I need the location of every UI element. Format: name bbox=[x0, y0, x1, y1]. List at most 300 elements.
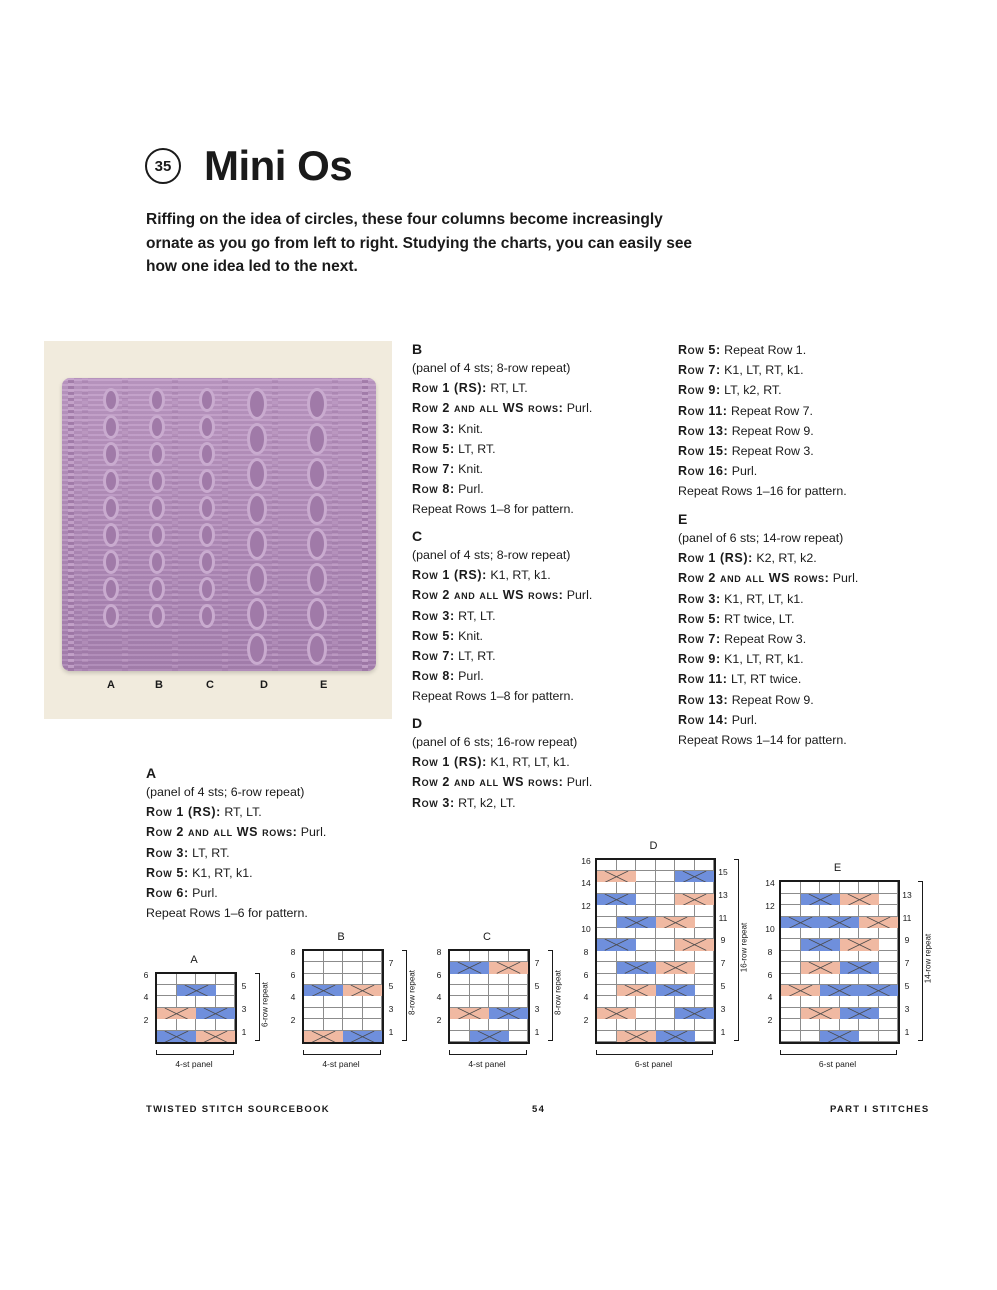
chart-cell bbox=[343, 962, 363, 973]
twist-cross-lines bbox=[489, 962, 528, 973]
chart-cell bbox=[470, 985, 490, 996]
chart-cell bbox=[177, 974, 197, 985]
row-label: Row 5: bbox=[678, 611, 721, 626]
chart-cell bbox=[363, 1008, 383, 1019]
cable-loop bbox=[103, 469, 119, 493]
right-twist-symbol bbox=[597, 894, 636, 905]
row-text: LT, RT. bbox=[458, 649, 496, 664]
chart-cell bbox=[636, 996, 656, 1007]
instruction-row bbox=[146, 822, 396, 842]
chart-d-grid bbox=[595, 858, 716, 1044]
left-twist-symbol bbox=[801, 1008, 840, 1019]
chart-cell bbox=[450, 996, 470, 1007]
cable-loop bbox=[199, 442, 215, 466]
swatch-cable-column bbox=[306, 388, 328, 661]
pattern-heading: A bbox=[146, 765, 157, 781]
chart-cell bbox=[695, 951, 715, 962]
twist-cross-lines bbox=[801, 1008, 840, 1019]
chart-cell bbox=[324, 962, 344, 973]
twist-cross-lines bbox=[656, 985, 695, 996]
row-text: K1, LT, RT, k1. bbox=[724, 363, 804, 378]
row-text: Purl. bbox=[731, 464, 758, 479]
twist-cross-lines bbox=[840, 939, 879, 950]
chart-e-grid bbox=[779, 880, 900, 1044]
pattern-repeat-note: Repeat Rows 1–14 for pattern. bbox=[678, 733, 847, 748]
row-text: Knit. bbox=[458, 421, 483, 436]
instruction-row bbox=[412, 752, 662, 772]
chart-cell bbox=[363, 1019, 383, 1030]
row-label: Row 3: bbox=[412, 795, 455, 810]
chart-cell bbox=[617, 905, 637, 916]
chart-cell bbox=[509, 996, 529, 1007]
page-title: Mini Os bbox=[204, 142, 353, 189]
chart-cell bbox=[324, 951, 344, 962]
twist-cross-lines bbox=[801, 962, 840, 973]
chart-cell bbox=[801, 882, 821, 893]
panel-width-bracket bbox=[596, 1050, 713, 1055]
row-label: Row 7: bbox=[678, 632, 721, 647]
chart-cell bbox=[781, 928, 801, 939]
row-label: Row 7: bbox=[678, 363, 721, 378]
row-label: Row 1 (RS): bbox=[412, 381, 487, 396]
chart-cell bbox=[196, 1019, 216, 1030]
cable-loop bbox=[103, 388, 119, 412]
chart-cell bbox=[801, 1019, 821, 1030]
instruction-row bbox=[412, 398, 662, 418]
row-number-left: 14 bbox=[765, 878, 775, 889]
row-text: LT, k2, RT. bbox=[724, 383, 782, 398]
row-text: LT, RT. bbox=[192, 845, 230, 860]
row-label: Row 5: bbox=[412, 441, 455, 456]
chart-cell bbox=[820, 996, 840, 1007]
row-number-left: 8 bbox=[436, 946, 442, 957]
chart-cell bbox=[820, 1019, 840, 1030]
chart-cell bbox=[216, 974, 236, 985]
chart-cell bbox=[470, 996, 490, 1007]
pattern-number: 35 bbox=[154, 157, 172, 175]
row-number-right: 5 bbox=[534, 981, 540, 991]
instruction-row bbox=[678, 340, 928, 360]
cable-loop bbox=[247, 388, 267, 420]
row-number-left: 12 bbox=[765, 901, 775, 912]
chart-cell bbox=[656, 974, 676, 985]
cable-loop bbox=[149, 496, 165, 520]
twist-cross-lines bbox=[801, 939, 840, 950]
row-repeat-label: 6-row repeat bbox=[260, 981, 270, 1027]
chart-cell bbox=[157, 974, 177, 985]
cable-loop bbox=[247, 458, 267, 490]
row-text: Repeat Row 1. bbox=[724, 343, 807, 357]
row-label: Row 1 (RS): bbox=[678, 551, 753, 566]
cable-loop bbox=[149, 550, 165, 574]
row-text: K1, LT, RT, k1. bbox=[724, 652, 804, 667]
instruction-row bbox=[678, 589, 928, 609]
row-number-right: 11 bbox=[718, 912, 728, 923]
chart-cell bbox=[859, 951, 879, 962]
chart-cell bbox=[343, 951, 363, 962]
footer-page-number: 54 bbox=[532, 1104, 546, 1115]
row-label: Row 11: bbox=[678, 672, 728, 687]
pattern-c-instructions bbox=[412, 527, 662, 707]
cable-loop bbox=[199, 388, 215, 412]
chart-cell bbox=[781, 939, 801, 950]
left-twist-symbol bbox=[597, 871, 636, 882]
chart-c-title: C bbox=[483, 930, 491, 943]
instruction-row bbox=[678, 690, 928, 710]
instruction-row bbox=[678, 669, 928, 689]
chart-cell bbox=[597, 928, 617, 939]
cable-loop bbox=[149, 604, 165, 628]
chart-cell bbox=[801, 951, 821, 962]
chart-cell bbox=[879, 1008, 899, 1019]
row-number-left: 10 bbox=[581, 924, 591, 934]
right-twist-symbol bbox=[675, 871, 714, 882]
chart-cell bbox=[343, 996, 363, 1007]
chart-cell bbox=[636, 974, 656, 985]
chart-cell bbox=[859, 928, 879, 939]
chart-cell bbox=[617, 1019, 637, 1030]
chart-cell bbox=[636, 1019, 656, 1030]
cable-loop bbox=[149, 415, 165, 439]
cable-loop bbox=[199, 577, 215, 601]
chart-cell bbox=[489, 985, 509, 996]
chart-a-title: A bbox=[190, 953, 198, 966]
twist-cross-lines bbox=[597, 939, 636, 950]
chart-cell bbox=[304, 1019, 324, 1030]
row-number-left: 4 bbox=[436, 992, 442, 1003]
twist-cross-lines bbox=[840, 962, 879, 973]
panel-width-label: 4-st panel bbox=[468, 1059, 506, 1069]
pattern-a-instructions bbox=[146, 764, 396, 923]
instruction-row bbox=[678, 710, 928, 730]
pattern-b-instructions bbox=[412, 340, 662, 520]
chart-cell bbox=[675, 928, 695, 939]
pattern-subheading: (panel of 4 sts; 6-row repeat) bbox=[146, 785, 305, 799]
chart-cell bbox=[450, 1031, 470, 1042]
chart-cell bbox=[177, 1019, 197, 1030]
row-text: Repeat Row 3. bbox=[724, 632, 807, 647]
row-label: Row 13: bbox=[678, 692, 729, 707]
chart-cell bbox=[597, 974, 617, 985]
right-twist-symbol bbox=[617, 962, 656, 973]
row-text: Purl. bbox=[300, 825, 327, 840]
row-number-right: 11 bbox=[902, 912, 912, 923]
chart-cell bbox=[597, 917, 617, 928]
row-label: Row 6: bbox=[146, 886, 189, 901]
left-twist-symbol bbox=[196, 1031, 235, 1042]
chart-cell bbox=[675, 882, 695, 893]
pattern-e-instructions bbox=[678, 510, 928, 750]
row-label: Row 9: bbox=[678, 652, 721, 667]
instruction-row bbox=[146, 802, 396, 822]
chart-cell bbox=[695, 974, 715, 985]
chart-cell bbox=[675, 996, 695, 1007]
right-twist-symbol bbox=[656, 1031, 695, 1042]
row-text: Repeat Row 7. bbox=[731, 403, 813, 418]
left-twist-symbol bbox=[675, 939, 714, 950]
row-text: Purl. bbox=[192, 886, 218, 901]
chart-cell bbox=[859, 905, 879, 916]
right-twist-symbol bbox=[177, 985, 216, 996]
row-number-left: 4 bbox=[583, 992, 589, 1003]
chart-cell bbox=[597, 882, 617, 893]
row-text: Purl. bbox=[566, 775, 593, 790]
twist-cross-lines bbox=[304, 985, 343, 996]
chart-cell bbox=[363, 996, 383, 1007]
pattern-heading: B bbox=[412, 341, 423, 357]
cable-loop bbox=[103, 604, 119, 628]
twist-cross-lines bbox=[801, 894, 840, 905]
panel-width-label: 4-st panel bbox=[175, 1059, 213, 1069]
row-label: Row 7: bbox=[412, 462, 455, 477]
right-twist-symbol bbox=[801, 894, 840, 905]
row-number-left: 10 bbox=[765, 924, 775, 934]
twist-cross-lines bbox=[675, 939, 714, 950]
chart-cell bbox=[879, 905, 899, 916]
row-label: Row 15: bbox=[678, 444, 729, 459]
right-twist-symbol bbox=[343, 1031, 382, 1042]
row-number-left: 2 bbox=[143, 1015, 149, 1026]
chart-cell bbox=[656, 951, 676, 962]
row-number-left: 6 bbox=[436, 969, 442, 980]
row-repeat-label: 8-row repeat bbox=[553, 970, 563, 1016]
instruction-row bbox=[678, 568, 928, 588]
chart-cell bbox=[879, 951, 899, 962]
chart-cell bbox=[840, 905, 860, 916]
left-twist-symbol bbox=[450, 1008, 489, 1019]
chart-cell bbox=[450, 974, 470, 985]
chart-cell bbox=[879, 1031, 899, 1042]
chart-cell bbox=[509, 985, 529, 996]
cable-loop bbox=[149, 523, 165, 547]
chart-cell bbox=[801, 905, 821, 916]
chart-cell bbox=[781, 1031, 801, 1042]
chart-cell bbox=[801, 996, 821, 1007]
chart-cell bbox=[820, 974, 840, 985]
row-number-left: 4 bbox=[290, 992, 296, 1003]
row-label: Row 5: bbox=[146, 865, 189, 880]
chart-cell bbox=[656, 996, 676, 1007]
chart-cell bbox=[656, 1019, 676, 1030]
panel-width-label: 4-st panel bbox=[322, 1059, 360, 1069]
chart-cell bbox=[636, 860, 656, 871]
left-twist-symbol bbox=[157, 1008, 196, 1019]
row-number-right: 1 bbox=[904, 1026, 910, 1037]
chart-cell bbox=[656, 928, 676, 939]
twist-cross-lines bbox=[343, 1031, 382, 1042]
row-text: LT, RT. bbox=[458, 441, 496, 456]
panel-width-bracket bbox=[780, 1050, 897, 1055]
chart-cell bbox=[617, 882, 637, 893]
row-label: Row 13: bbox=[678, 423, 729, 438]
chart-cell bbox=[597, 962, 617, 973]
cable-loop bbox=[307, 493, 327, 525]
chart-cell bbox=[859, 974, 879, 985]
cable-loop bbox=[103, 523, 119, 547]
row-number-right: 5 bbox=[241, 981, 247, 991]
chart-cell bbox=[675, 974, 695, 985]
pattern-repeat-note: Repeat Rows 1–8 for pattern. bbox=[412, 689, 574, 704]
row-text: RT twice, LT. bbox=[724, 611, 795, 626]
instruction-row bbox=[146, 883, 396, 903]
pattern-subheading: (panel of 6 sts; 14-row repeat) bbox=[678, 531, 844, 545]
twist-cross-lines bbox=[840, 1008, 879, 1019]
row-number-left: 2 bbox=[290, 1015, 296, 1026]
row-label: Row 5: bbox=[678, 343, 721, 357]
row-repeat-bracket bbox=[548, 950, 553, 1041]
row-label: Row 8: bbox=[412, 482, 455, 497]
pattern-d-instructions-continued bbox=[678, 340, 928, 502]
chart-cell bbox=[216, 996, 236, 1007]
cable-loop bbox=[103, 496, 119, 520]
chart-cell bbox=[343, 974, 363, 985]
instruction-row bbox=[678, 609, 928, 629]
row-number-right: 7 bbox=[720, 958, 726, 969]
row-repeat-label: 16-row repeat bbox=[739, 922, 749, 972]
twist-cross-lines bbox=[617, 917, 656, 928]
chart-cell bbox=[636, 871, 656, 882]
chart-cell bbox=[470, 1019, 490, 1030]
instruction-row bbox=[412, 459, 662, 479]
instruction-row bbox=[678, 441, 928, 461]
instruction-row bbox=[678, 548, 928, 568]
chart-cell bbox=[157, 985, 177, 996]
chart-cell bbox=[324, 996, 344, 1007]
chart-cell bbox=[695, 1019, 715, 1030]
panel-width-label: 6-st panel bbox=[818, 1059, 857, 1069]
chart-cell bbox=[617, 974, 637, 985]
twist-cross-lines bbox=[656, 962, 695, 973]
row-text: Repeat Row 3. bbox=[731, 444, 814, 459]
row-number-left: 8 bbox=[583, 946, 589, 957]
chart-cell bbox=[695, 905, 715, 916]
swatch-label-e: E bbox=[320, 679, 328, 691]
chart-cell bbox=[177, 996, 197, 1007]
pattern-heading: D bbox=[412, 715, 423, 731]
row-text: RT, LT. bbox=[224, 805, 262, 820]
pattern-repeat-note: Repeat Rows 1–8 for pattern. bbox=[412, 502, 574, 517]
chart-cell bbox=[656, 871, 676, 882]
cable-loop bbox=[307, 458, 327, 490]
swatch-purl-rib bbox=[122, 378, 128, 671]
chart-cell bbox=[363, 962, 383, 973]
twist-cross-lines bbox=[196, 1008, 235, 1019]
row-number-left: 8 bbox=[767, 946, 773, 957]
row-text: K1, RT, k1. bbox=[192, 865, 253, 880]
row-number-right: 7 bbox=[904, 958, 910, 969]
chart-cell bbox=[509, 974, 529, 985]
instruction-row bbox=[412, 565, 662, 585]
chart-cell bbox=[470, 974, 490, 985]
chart-cell bbox=[216, 985, 236, 996]
row-number-right: 5 bbox=[388, 981, 394, 991]
chart-cell bbox=[695, 860, 715, 871]
left-twist-symbol bbox=[656, 962, 695, 973]
chart-cell bbox=[636, 882, 656, 893]
row-text: Purl. bbox=[566, 588, 593, 603]
instruction-row bbox=[412, 419, 662, 439]
row-text: LT, RT twice. bbox=[731, 672, 802, 687]
twist-cross-lines bbox=[820, 917, 859, 928]
pattern-heading: C bbox=[412, 528, 423, 544]
instruction-row bbox=[412, 479, 662, 499]
row-label: Row 2 and all WS rows: bbox=[412, 775, 564, 790]
row-text: K1, RT, LT, k1. bbox=[724, 591, 804, 606]
chart-cell bbox=[489, 951, 509, 962]
left-twist-symbol bbox=[675, 894, 714, 905]
twist-cross-lines bbox=[617, 1031, 656, 1042]
twist-cross-lines bbox=[470, 1031, 509, 1042]
row-label: Row 8: bbox=[412, 669, 455, 684]
twist-cross-lines bbox=[597, 871, 636, 882]
instruction-row bbox=[146, 843, 396, 863]
row-number-left: 16 bbox=[581, 855, 591, 866]
right-twist-symbol bbox=[617, 917, 656, 928]
chart-cell bbox=[695, 985, 715, 996]
instruction-row bbox=[412, 626, 662, 646]
chart-cell bbox=[470, 951, 490, 962]
row-label: Row 1 (RS): bbox=[146, 805, 221, 820]
left-twist-symbol bbox=[489, 962, 528, 973]
row-number-right: 3 bbox=[388, 1003, 394, 1014]
chart-cell bbox=[695, 1031, 715, 1042]
cable-loop bbox=[103, 442, 119, 466]
row-number-right: 15 bbox=[718, 867, 728, 877]
twist-cross-lines bbox=[859, 985, 898, 996]
panel-width-bracket bbox=[449, 1050, 527, 1055]
chart-cell bbox=[859, 1019, 879, 1030]
chart-cell bbox=[879, 996, 899, 1007]
row-number-right: 1 bbox=[241, 1026, 247, 1037]
row-number-left: 12 bbox=[581, 901, 591, 912]
row-number-left: 4 bbox=[767, 992, 773, 1003]
pattern-number-badge bbox=[145, 148, 181, 184]
twist-cross-lines bbox=[781, 917, 820, 928]
right-twist-symbol bbox=[675, 1008, 714, 1019]
chart-cell bbox=[363, 951, 383, 962]
row-label: Row 1 (RS): bbox=[412, 755, 487, 770]
twist-cross-lines bbox=[343, 985, 382, 996]
swatch-purl-rib bbox=[172, 378, 178, 671]
chart-cell bbox=[304, 1008, 324, 1019]
right-twist-symbol bbox=[656, 985, 695, 996]
chart-cell bbox=[509, 951, 529, 962]
right-twist-symbol bbox=[597, 939, 636, 950]
pattern-d-instructions bbox=[412, 714, 662, 813]
row-label: Row 9: bbox=[678, 383, 721, 398]
chart-cell bbox=[196, 974, 216, 985]
twist-cross-lines bbox=[196, 1031, 235, 1042]
row-repeat-bracket bbox=[734, 859, 739, 1041]
chart-cell bbox=[781, 1008, 801, 1019]
chart-cell bbox=[450, 1019, 470, 1030]
row-number-left: 8 bbox=[290, 946, 296, 957]
row-label: Row 2 and all WS rows: bbox=[146, 825, 298, 840]
chart-cell bbox=[820, 905, 840, 916]
cable-loop bbox=[307, 528, 327, 560]
right-twist-symbol bbox=[196, 1008, 235, 1019]
twist-cross-lines bbox=[450, 1008, 489, 1019]
chart-cell bbox=[781, 905, 801, 916]
chart-cell bbox=[656, 905, 676, 916]
chart-cell bbox=[656, 1008, 676, 1019]
chart-cell bbox=[157, 996, 177, 1007]
chart-cell bbox=[820, 928, 840, 939]
instruction-row bbox=[678, 461, 928, 481]
chart-e-title: E bbox=[833, 862, 842, 875]
row-text: K2, RT, k2. bbox=[756, 551, 817, 566]
cable-loop bbox=[103, 550, 119, 574]
